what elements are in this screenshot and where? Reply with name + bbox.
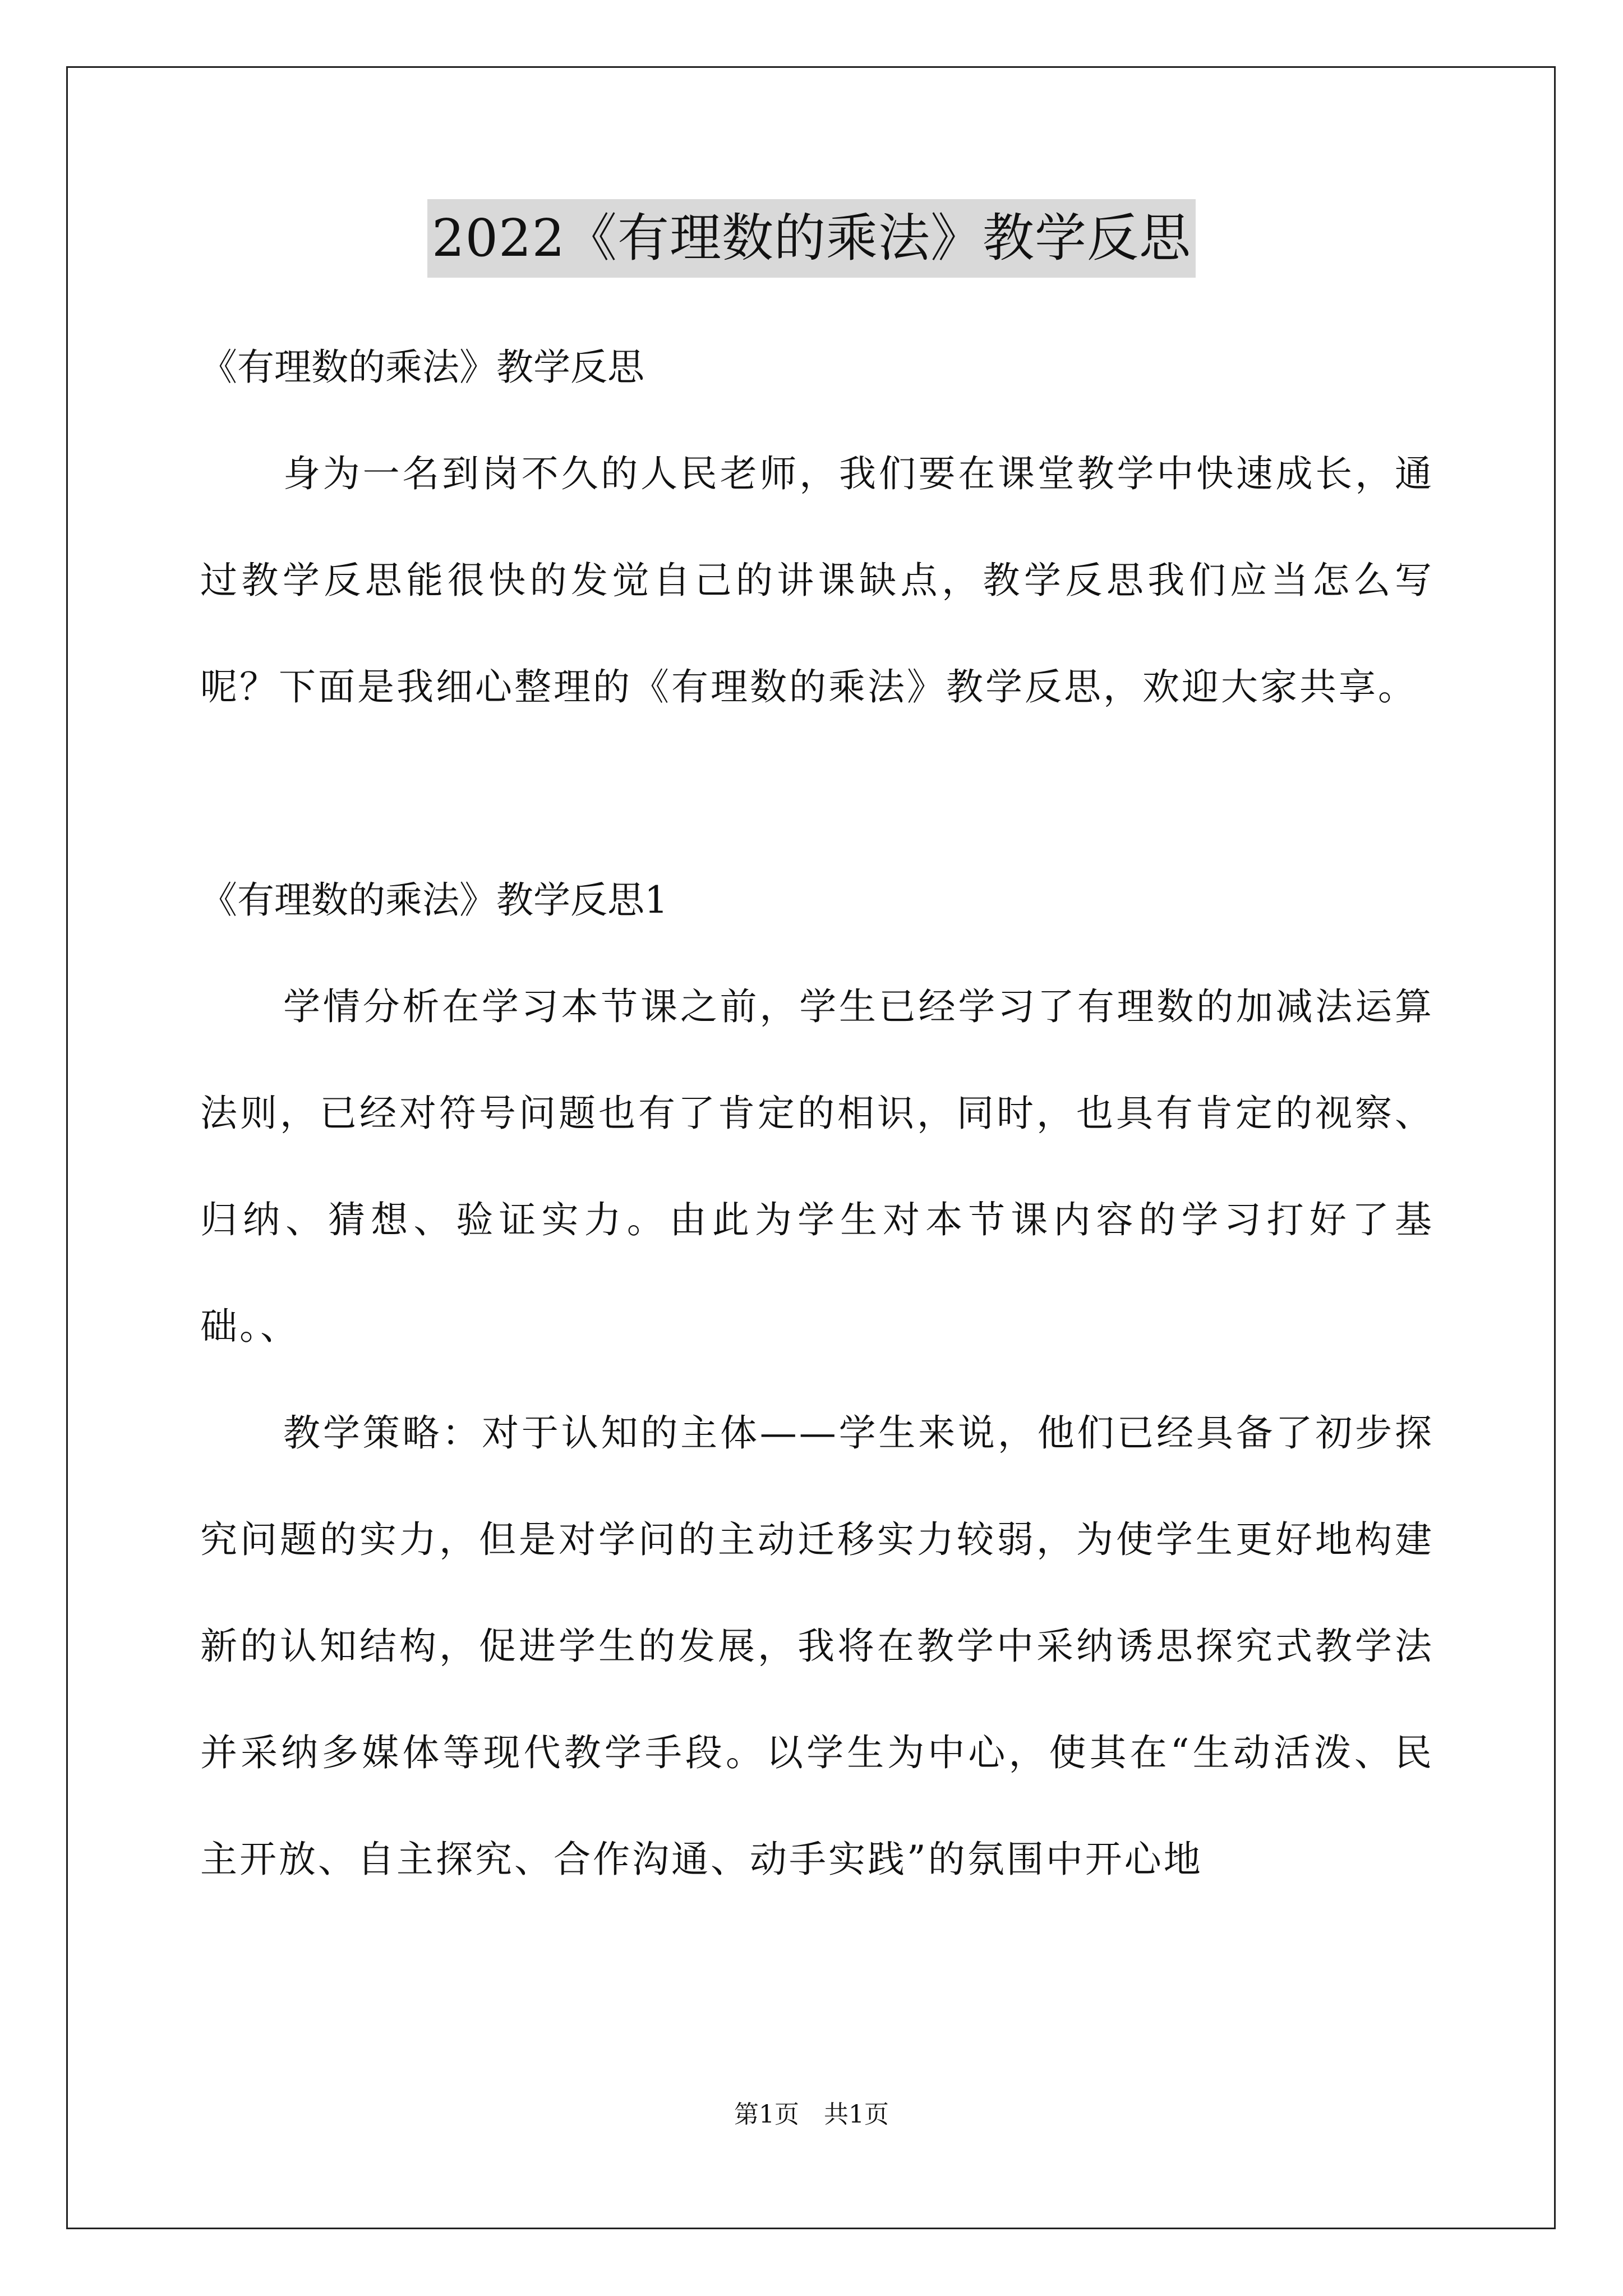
section1-heading: 《有理数的乘法》教学反思1 — [200, 878, 668, 922]
title-container — [0, 199, 1623, 278]
section1-paragraph-2: 教学策略：对于认知的主体——学生来说，他们已经具备了初步探究问题的实力，但是对学问的主动迁移实力较弱，为使学生更好地构建新的认知结构，促进学生的发展，我将在教学中采纳诱思探究式教学法并采纳多媒体等现代教学手段。以学生为中心，使其在“生动活泼、民主开放、自主探究、合作沟通、动手实践”的氛围中开心地 — [200, 1411, 1434, 1881]
page-footer — [0, 2098, 1623, 2132]
document-body — [200, 314, 1434, 1913]
page-total: 共1页 — [824, 2100, 889, 2129]
document-title: 2022《有理数的乘法》教学反思 — [427, 199, 1196, 278]
section-spacer — [200, 740, 1434, 847]
page-number: 第1页 — [734, 2100, 799, 2129]
section1-paragraph-1: 学情分析在学习本节课之前，学生已经学习了有理数的加减法运算法则，已经对符号问题也有了肯定的相识，同时，也具有肯定的视察、归纳、猜想、验证实力。由此为学生对本节课内容的学习打好了基础。、 — [200, 985, 1434, 1348]
intro-paragraph: 身为一名到岗不久的人民老师，我们要在课堂教学中快速成长，通过教学反思能很快的发觉自己的讲课缺点，教学反思我们应当怎么写呢？下面是我细心整理的《有理数的乘法》教学反思，欢迎大家共享。 — [200, 452, 1434, 708]
intro-heading: 《有理数的乘法》教学反思 — [200, 346, 644, 389]
